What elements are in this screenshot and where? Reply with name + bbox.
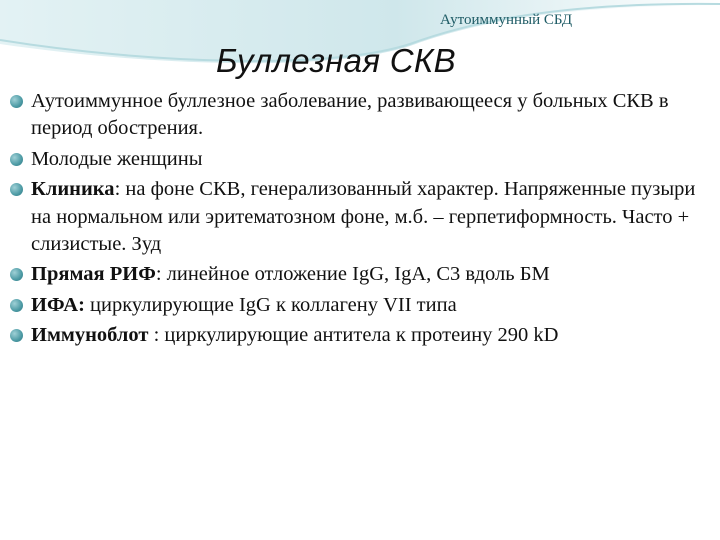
bullet-bold-text: Клиника <box>31 178 115 201</box>
bullet-text: : линейное отложение IgG, IgA, C3 вдоль БМ <box>155 263 550 286</box>
bullet-icon <box>10 299 23 312</box>
bullet-text: : на фоне СКВ, генерализованный характер. Напряженные пузыри на нормальном или эритематозном фоне, м.б. – герпетиформность. Часто + слизистые. Зуд <box>31 178 696 256</box>
bullet-item <box>8 146 714 173</box>
bullet-icon <box>10 153 23 166</box>
bullet-item <box>8 88 714 143</box>
header-label: Аутоиммунный СБД <box>440 12 573 28</box>
bullet-icon <box>10 329 23 342</box>
bullet-text: циркулирующие IgG к коллагену VII типа <box>84 293 457 316</box>
bullet-item <box>8 322 714 349</box>
bullet-item <box>8 176 714 258</box>
bullet-item <box>8 261 714 288</box>
bullet-text: Молодые женщины <box>31 147 203 170</box>
bullet-icon <box>10 268 23 281</box>
bullet-icon <box>10 183 23 196</box>
bullet-icon <box>10 95 23 108</box>
bullet-bold-text: Иммуноблот <box>31 324 149 347</box>
slide-title: Буллезная СКВ <box>216 42 456 79</box>
bullet-text: : циркулирующие антитела к протеину 290 kD <box>148 324 559 347</box>
bullet-bold-text: Прямая РИФ <box>31 263 156 286</box>
bullet-item <box>8 292 714 319</box>
bullet-text: Аутоиммунное буллезное заболевание, развивающееся у больных СКВ в период обострения. <box>31 90 669 140</box>
bullet-bold-text: ИФА: <box>31 293 85 316</box>
bullet-list <box>8 88 714 353</box>
